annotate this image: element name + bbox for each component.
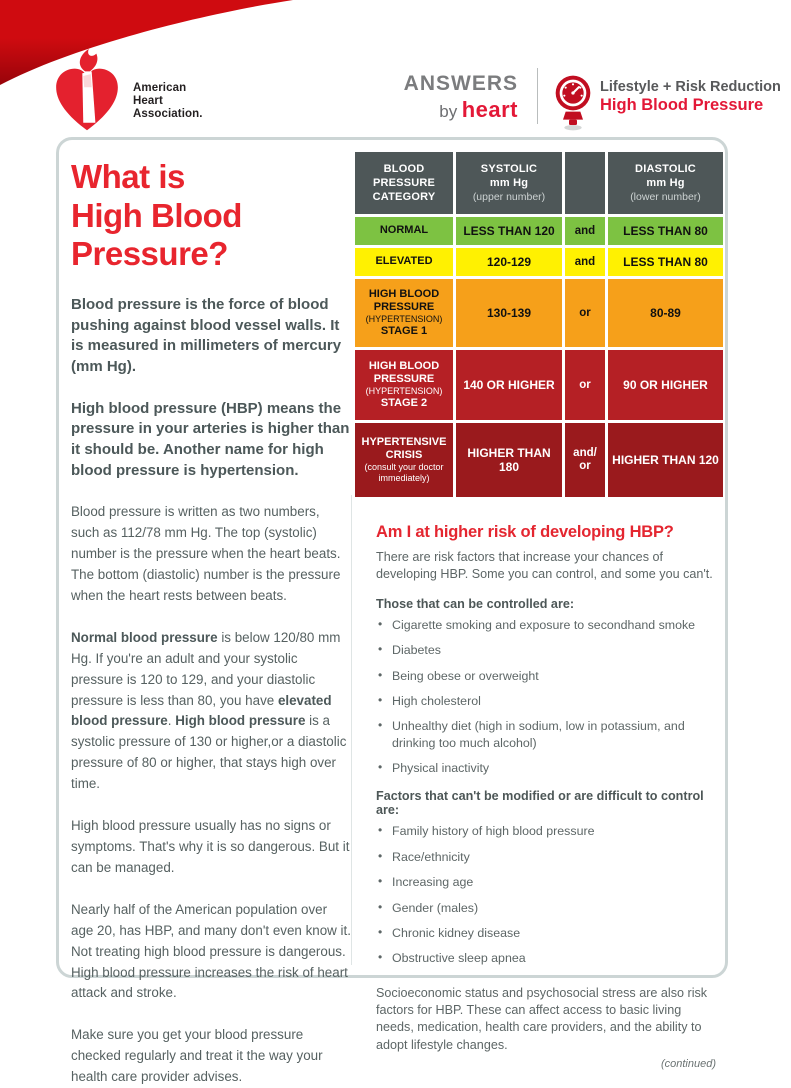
- series-topic: High Blood Pressure: [600, 96, 764, 114]
- body-paragraph: Normal blood pressure is below 120/80 mm Hg. If you're an adult and your systolic pressure is 120 to 129, and your diastolic pressure is less than 80, you have elevated blood pressure. High blood pressure is a systolic pressure of 130 or higher,or a diastolic pressure of 80 or higher, that stays high over time.: [71, 629, 347, 792]
- table-row-normal-category: NORMAL: [355, 217, 453, 245]
- table-row-stage2-conjunction: or: [565, 350, 605, 420]
- list-item: • Diabetes: [376, 642, 716, 658]
- table-header-conjunction: [565, 152, 605, 214]
- table-row-stage2-category: HIGH BLOOD PRESSURE (HYPERTENSION) STAGE 2: [355, 350, 453, 420]
- table-row-stage1-category: HIGH BLOOD PRESSURE (HYPERTENSION) STAGE 1: [355, 279, 453, 347]
- right-column: [355, 152, 723, 1070]
- controlled-factors-subheading: Those that can be controlled are:: [376, 596, 575, 611]
- table-header-systolic: SYSTOLIC mm Hg (upper number): [456, 152, 562, 214]
- body-paragraph: High blood pressure usually has no signs or symptoms. That's why it is so dangerous. But it can be managed.: [71, 818, 350, 875]
- table-row-elevated-conjunction: and: [565, 248, 605, 276]
- table-row-crisis-systolic: HIGHER THAN 180: [456, 423, 562, 497]
- body-paragraph: Make sure you get your blood pressure checked regularly and treat it the way your health care provider advises.: [71, 1027, 323, 1085]
- left-column: [71, 154, 351, 1088]
- aha-heart-logo: [46, 48, 128, 134]
- series-title: Lifestyle + Risk Reduction: [600, 79, 781, 95]
- by-label: by: [439, 102, 458, 121]
- controlled-factors-list: [376, 617, 716, 777]
- table-row-stage1-conjunction: or: [565, 279, 605, 347]
- list-item: • Unhealthy diet (high in sodium, low in potassium, and drinking too much alcohol): [376, 718, 716, 751]
- header-divider: [537, 68, 538, 124]
- body-paragraph: Blood pressure is written as two numbers, such as 112/78 mm Hg. The top (systolic) number is the pressure when the heart beats. The bottom (diastolic) number is the pressure when the heart rests between beats.: [71, 504, 341, 603]
- uncontrolled-factors-list: [376, 823, 716, 966]
- intro-paragraph: Blood pressure is the force of blood pushing against blood vessel walls. It is measured in millimeters of mercury (mm Hg).: [71, 295, 342, 375]
- flame-icon: [80, 49, 98, 71]
- table-row-normal-systolic: LESS THAN 120: [456, 217, 562, 245]
- red-swoosh-decoration: [0, 0, 300, 86]
- blood-pressure-gauge-icon: [553, 70, 593, 132]
- risk-closing-paragraph: Socioeconomic status and psychosocial stress are also risk factors for HBP. These can affect access to basic living needs, medication, health care providers, and the ability to adopt lifestyle changes.: [376, 985, 708, 1052]
- by-heart-wordmark: [400, 97, 518, 123]
- body-paragraph: Nearly half of the American population over age 20, has HBP, and many don't even know it. Not treating high blood pressure is dangerous. High blood pressure increases the risk of heart attack and stroke.: [71, 901, 351, 1001]
- table-row-stage2-systolic: 140 OR HIGHER: [456, 350, 562, 420]
- table-row-elevated-diastolic: LESS THAN 80: [608, 248, 723, 276]
- table-header-diastolic: DIASTOLIC mm Hg (lower number): [608, 152, 723, 214]
- list-item: • Gender (males): [376, 900, 716, 916]
- aha-wordmark-line: American: [133, 82, 187, 94]
- intro-paragraph: High blood pressure (HBP) means the pressure in your arteries is higher than it should be. Another name for high blood pressure is hypertension.: [71, 399, 350, 479]
- list-item: • High cholesterol: [376, 693, 716, 709]
- aha-wordmark-line: Association.: [133, 107, 203, 120]
- table-row-stage1-diastolic: 80-89: [608, 279, 723, 347]
- heart-label: heart: [461, 97, 518, 122]
- content-card: [56, 137, 728, 1085]
- list-item: • Increasing age: [376, 874, 716, 890]
- table-row-crisis-diastolic: HIGHER THAN 120: [608, 423, 723, 497]
- blood-pressure-category-table: [355, 152, 723, 497]
- column-divider: [351, 495, 352, 965]
- page-title: What is High Blood Pressure?: [71, 158, 242, 273]
- table-header-category: BLOOD PRESSURE CATEGORY: [355, 152, 453, 214]
- aha-wordmark-line: Heart: [133, 94, 163, 107]
- risk-intro: There are risk factors that increase your chances of developing HBP. Some you can control, and some you can't.: [376, 550, 713, 582]
- table-row-normal-conjunction: and: [565, 217, 605, 245]
- table-row-normal-diastolic: LESS THAN 80: [608, 217, 723, 245]
- table-row-stage1-systolic: 130-139: [456, 279, 562, 347]
- table-row-crisis-category: HYPERTENSIVE CRISIS (consult your doctor immediately): [355, 423, 453, 497]
- list-item: • Chronic kidney disease: [376, 925, 716, 941]
- table-row-elevated-category: ELEVATED: [355, 248, 453, 276]
- risk-section-heading: Am I at higher risk of developing HBP?: [376, 523, 674, 541]
- table-row-crisis-conjunction: and/ or: [565, 423, 605, 497]
- risk-section: [355, 523, 716, 1070]
- uncontrolled-factors-subheading: Factors that can't be modified or are difficult to control are:: [376, 789, 704, 818]
- list-item: • Being obese or overweight: [376, 668, 716, 684]
- list-item: • Cigarette smoking and exposure to secondhand smoke: [376, 617, 716, 633]
- list-item: • Family history of high blood pressure: [376, 823, 716, 839]
- answers-wordmark: ANSWERS: [403, 72, 518, 95]
- table-row-elevated-systolic: 120-129: [456, 248, 562, 276]
- continued-note: (continued): [660, 1058, 716, 1071]
- list-item: • Physical inactivity: [376, 760, 716, 776]
- answers-by-heart-logo: [400, 72, 518, 123]
- table-row-stage2-diastolic: 90 OR HIGHER: [608, 350, 723, 420]
- aha-wordmark: [133, 82, 203, 121]
- list-item: • Obstructive sleep apnea: [376, 950, 716, 966]
- leaflet-series-header: [600, 79, 781, 115]
- list-item: • Race/ethnicity: [376, 849, 716, 865]
